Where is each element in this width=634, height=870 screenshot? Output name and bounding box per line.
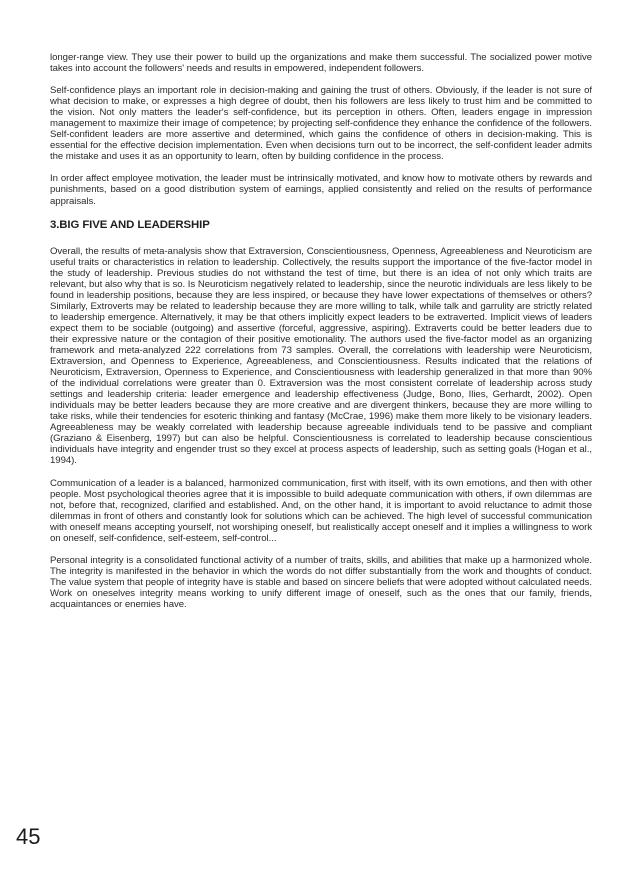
paragraph-motivation: In order affect employee motivation, the leader must be intrinsically motivated, and know how to motivate others by rewards and punishments, based on a good distribution system of earnings, applied consistently and relied on the results of performance appraisals.	[50, 173, 592, 207]
page-body	[50, 52, 592, 621]
page-number: 45	[16, 824, 41, 849]
paragraph-meta-analysis: Overall, the results of meta-analysis show that Extraversion, Conscientiousness, Openness, Agreeableness and Neuroticism are useful traits or characteristics in relation to leadership. Collectively, the results support the importance of the five-factor model in the study of leadership. Previous studies do not withstand the test of time, but there is an idea of not only which traits are relevant, but also why that is so. Is Neuroticism negatively related to leadership, since the neurotic individuals are less likely to be found in leadership positions, because they are less inspired, or because they have lower expectations of themselves or others? Similarly, Extroverts may be related to leadership because they are more willing to talk, while talk and garrulity are strictly related to leadership emergence. Alternatively, it may be that others implicitly expect leaders to be extraverted. Implicit views of leaders expect them to be sociable (outgoing) and assertive (forceful, aggressive, aspiring). Extraverts could be better leaders due to their expressive nature or the contagion of their positive emotionality. The authors used the five-factor model as an organizing framework and meta-analyzed 222 correlations from 73 samples. Overall, the correlations with leadership were Neuroticism, Extraversion, and Openness to Experience, Agreeableness, and Conscientiousness. Results indicated that the relations of Neuroticism, Extraversion, Openness to Experience, and Conscientiousness with leadership generalized in that more than 90% of the individual correlations were greater than 0. Extraversion was the most consistent correlate of leadership across study settings and leadership criteria: leader emergence and leadership effectiveness (Judge, Bono, Ilies, Gerhardt, 2002). Open individuals may be better leaders because they are more creative and are divergent thinkers, because they are more willing to take risks, while their tendencies for esoteric thinking and fantasy (McCrae, 1996) make them more likely to be visionary leaders. Agreeableness may be weakly correlated with leadership because agreeable individuals tend to be passive and compliant (Graziano & Eisenberg, 1997) but can also be helpful. Conscientiousness is correlated to leadership because conscientious individuals have integrity and engender trust so they excel at process aspects of leadership, such as setting goals (Hogan et al., 1994).	[50, 245, 592, 467]
paragraph-integrity: Personal integrity is a consolidated functional activity of a number of traits, skills, and abilities that make up a harmonized whole. The integrity is manifested in the behavior in which the words do not differ substantially from the work and thoughts of conduct. The value system that people of integrity have is stable and based on sincere beliefs that were adopted without calculated needs. Work on oneselves integrity means working to unify different image of oneself, such as the ones that our family, friends, acquaintances or enemies have.	[50, 554, 592, 610]
paragraph-self-confidence: Self-confidence plays an important role in decision-making and gaining the trust of others. Obviously, if the leader is not sure of what decision to make, or expresses a high degree of doubt, then his followers are less likely to trust him and be committed to the vision. Not only matters the leader's self-confidence, but its perception in others. Often, leaders engage in impression management to maximize their image of competence; by projecting self-confidence they enhance the confidence of the followers. Self-confident leaders are more assertive and determined, which gains the confidence of others in decision-making. This is essential for the effective decision implementation. Even when decisions turn out to be incorrect, the self-confident leader admits the mistake and uses it as an opportunity to learn, often by building confidence in the process.	[50, 85, 592, 163]
paragraph-communication: Communication of a leader is a balanced, harmonized communication, first with itself, with its own emotions, and then with other people. Most psychological theories agree that it is impossible to build adequate communication with others, if own dilemmas are not, before that, recognized, clarified and established. And, on the other hand, it is important to avoid reluctance to admit those dilemmas in front of others and constantly look for solutions which can be achieved. The high level of successful communication with oneself means accepting yourself, not worshiping oneself, but realistically accept oneself and it implies a willingness to work on oneself, self-confidence, self-esteem, self-control...	[50, 477, 592, 544]
paragraph-power-motive: longer-range view. They use their power to build up the organizations and make them successful. The socialized power motive takes into account the followers' needs and results in empowered, independent followers.	[50, 52, 592, 75]
section-heading: 3.BIG FIVE AND LEADERSHIP	[50, 218, 210, 231]
